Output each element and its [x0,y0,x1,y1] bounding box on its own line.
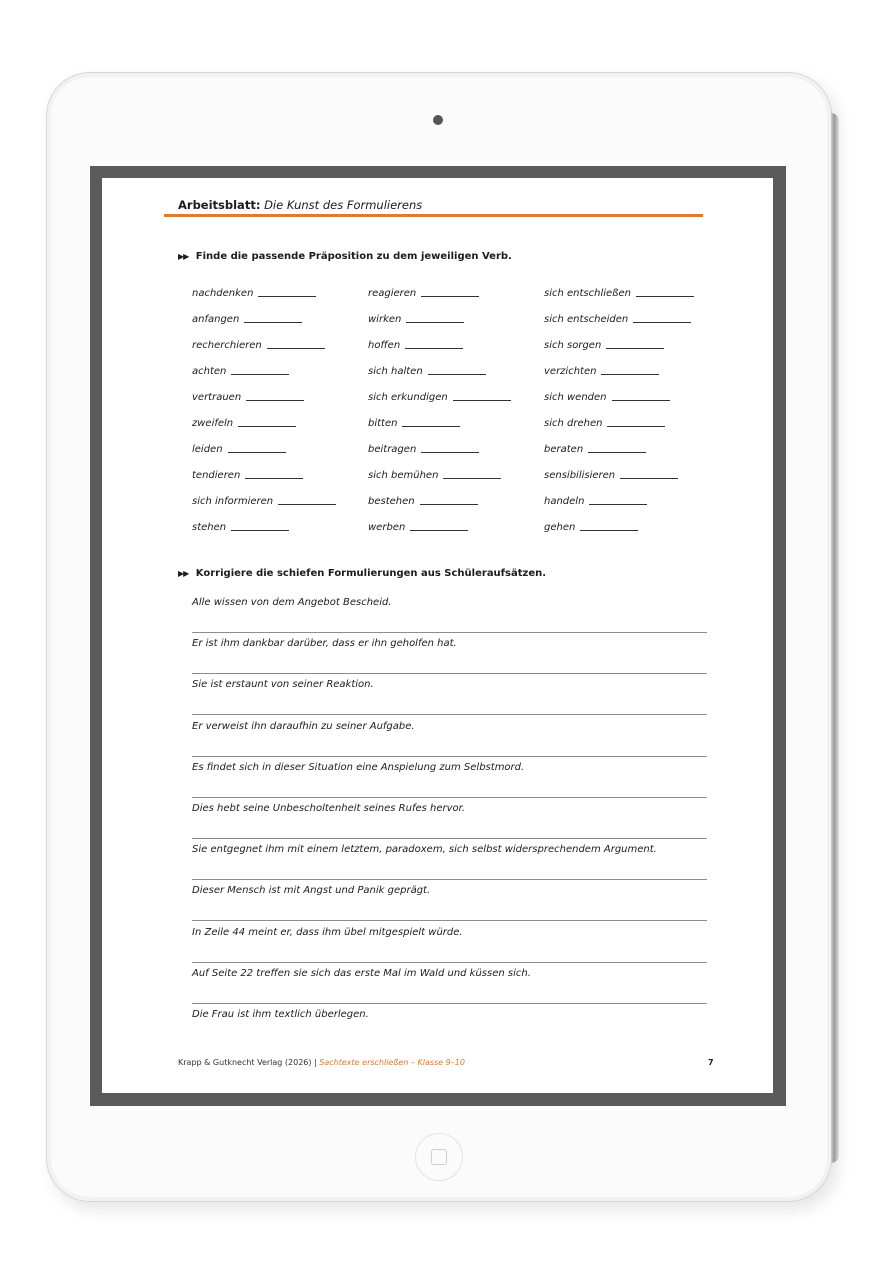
verb-label: handeln [544,496,585,507]
verb-item [544,496,647,507]
footer-series: Sachtexte erschließen – Klasse 9–10 [319,1058,465,1067]
header-rule [164,214,703,217]
preposition-blank[interactable] [231,366,289,375]
verb-label: beraten [544,444,584,455]
verb-label: recherchieren [192,340,262,351]
home-square-icon [431,1149,447,1165]
page-footer [178,1058,465,1067]
verb-label: sich halten [368,366,423,377]
answer-line[interactable] [192,673,707,674]
preposition-blank[interactable] [580,522,638,531]
faulty-sentence: Sie entgegnet ihm mit einem letztem, paradoxem, sich selbst widersprechendem Argument. [192,844,657,856]
verb-label: sich informieren [192,496,274,507]
verb-item [192,288,316,299]
verb-label: vertrauen [192,392,242,403]
preposition-blank[interactable] [633,314,691,323]
preposition-blank[interactable] [238,418,296,427]
verb-label: sich entscheiden [544,314,629,325]
answer-line[interactable] [192,756,707,757]
answer-line[interactable] [192,1003,707,1004]
preposition-blank[interactable] [420,496,478,505]
verb-item [192,522,289,533]
verb-item [192,496,336,507]
verb-label: verzichten [544,366,597,377]
verb-label: sich erkundigen [368,392,448,403]
task1-instruction [178,251,512,262]
preposition-blank[interactable] [428,366,486,375]
verb-item [192,366,289,377]
preposition-blank[interactable] [606,340,664,349]
verb-item [192,392,304,403]
verb-label: gehen [544,522,576,533]
preposition-blank[interactable] [453,392,511,401]
verb-item [192,418,296,429]
verb-item [544,418,665,429]
verb-item [544,444,646,455]
verb-label: leiden [192,444,223,455]
preposition-blank[interactable] [589,496,647,505]
verb-item [368,366,486,377]
verb-label: sich drehen [544,418,603,429]
worksheet-title: Die Kunst des Formulierens [264,198,423,212]
preposition-blank[interactable] [421,288,479,297]
home-button[interactable] [415,1133,463,1181]
preposition-blank[interactable] [443,470,501,479]
verb-item [368,522,468,533]
verb-item [544,288,694,299]
preposition-blank[interactable] [410,522,468,531]
faulty-sentence: Es findet sich in dieser Situation eine Anspielung zum Selbstmord. [192,761,525,773]
preposition-blank[interactable] [406,314,464,323]
verb-item [368,496,478,507]
faulty-sentence: Er ist ihm dankbar darüber, dass er ihn geholfen hat. [192,638,457,650]
verb-item [192,314,302,325]
verb-label: bestehen [368,496,415,507]
preposition-blank[interactable] [246,392,304,401]
worksheet-header [178,198,422,212]
verb-item [368,392,511,403]
answer-line[interactable] [192,962,707,963]
preposition-blank[interactable] [421,444,479,453]
footer-publisher: Krapp & Gutknecht Verlag (2026) | [178,1058,317,1067]
verb-item [192,340,325,351]
preposition-blank[interactable] [228,444,286,453]
answer-line[interactable] [192,714,707,715]
verb-item [368,288,479,299]
tablet-side-edge [831,113,839,1163]
verb-item [368,470,501,481]
preposition-blank[interactable] [231,522,289,531]
preposition-blank[interactable] [278,496,336,505]
preposition-blank[interactable] [402,418,460,427]
verb-label: tendieren [192,470,241,481]
verb-item [544,340,664,351]
verb-label: sensibilisieren [544,470,616,481]
verb-label: sich wenden [544,392,607,403]
preposition-blank[interactable] [620,470,678,479]
verb-item [544,522,638,533]
faulty-sentence: In Zeile 44 meint er, dass ihm übel mitgespielt würde. [192,926,463,938]
verb-label: wirken [368,314,402,325]
answer-line[interactable] [192,632,707,633]
preposition-blank[interactable] [612,392,670,401]
verb-item [544,392,670,403]
camera-icon [433,115,443,125]
faulty-sentence: Dies hebt seine Unbescholtenheit seines Rufes hervor. [192,803,466,814]
verb-item [368,314,464,325]
answer-line[interactable] [192,879,707,880]
verb-item [368,444,479,455]
task2-text: Korrigiere die schiefen Formulierungen aus Schüleraufsätzen. [195,568,547,579]
preposition-blank[interactable] [405,340,463,349]
verb-item [544,366,659,377]
verb-label: anfangen [192,314,240,325]
verb-label: werben [368,522,406,533]
verb-label: zweifeln [192,418,234,429]
verb-item [192,444,286,455]
verb-item [192,470,303,481]
answer-line[interactable] [192,838,707,839]
verb-item [368,418,460,429]
preposition-blank[interactable] [244,314,302,323]
preposition-blank[interactable] [588,444,646,453]
verb-label: sich sorgen [544,340,602,351]
worksheet-label: Arbeitsblatt: [178,198,261,212]
verb-label: sich bemühen [368,470,439,481]
verb-label: nachdenken [192,288,254,299]
faulty-sentence: Er verweist ihn daraufhin zu seiner Aufgabe. [192,720,415,732]
verb-label: reagieren [368,288,417,299]
faulty-sentence: Dieser Mensch ist mit Angst und Panik geprägt. [192,885,431,897]
preposition-blank[interactable] [267,340,325,349]
preposition-blank[interactable] [258,288,316,297]
verb-label: beitragen [368,444,417,455]
verb-label: achten [192,366,227,377]
preposition-blank[interactable] [601,366,659,375]
answer-line[interactable] [192,797,707,798]
verb-item [368,340,463,351]
faulty-sentence: Sie ist erstaunt von seiner Reaktion. [192,679,374,691]
page-number: 7 [708,1058,714,1067]
task2-instruction [178,568,546,579]
answer-line[interactable] [192,920,707,921]
faulty-sentence: Die Frau ist ihm textlich überlegen. [192,1009,369,1020]
verb-label: stehen [192,522,227,533]
task1-text: Finde die passende Präposition zu dem jeweiligen Verb. [195,251,512,262]
faulty-sentence: Auf Seite 22 treffen sie sich das erste Mal im Wald und küssen sich. [192,967,531,979]
verb-item [544,314,691,325]
double-arrow-icon: ▶▶ [178,252,189,261]
preposition-blank[interactable] [245,470,303,479]
verb-label: hoffen [368,340,401,351]
double-arrow-icon: ▶▶ [178,569,189,578]
preposition-blank[interactable] [607,418,665,427]
verb-label: sich entschließen [544,288,631,299]
verb-item [544,470,678,481]
preposition-blank[interactable] [636,288,694,297]
verb-label: bitten [368,418,398,429]
worksheet-page [102,178,773,1093]
faulty-sentence: Alle wissen von dem Angebot Bescheid. [192,597,392,608]
